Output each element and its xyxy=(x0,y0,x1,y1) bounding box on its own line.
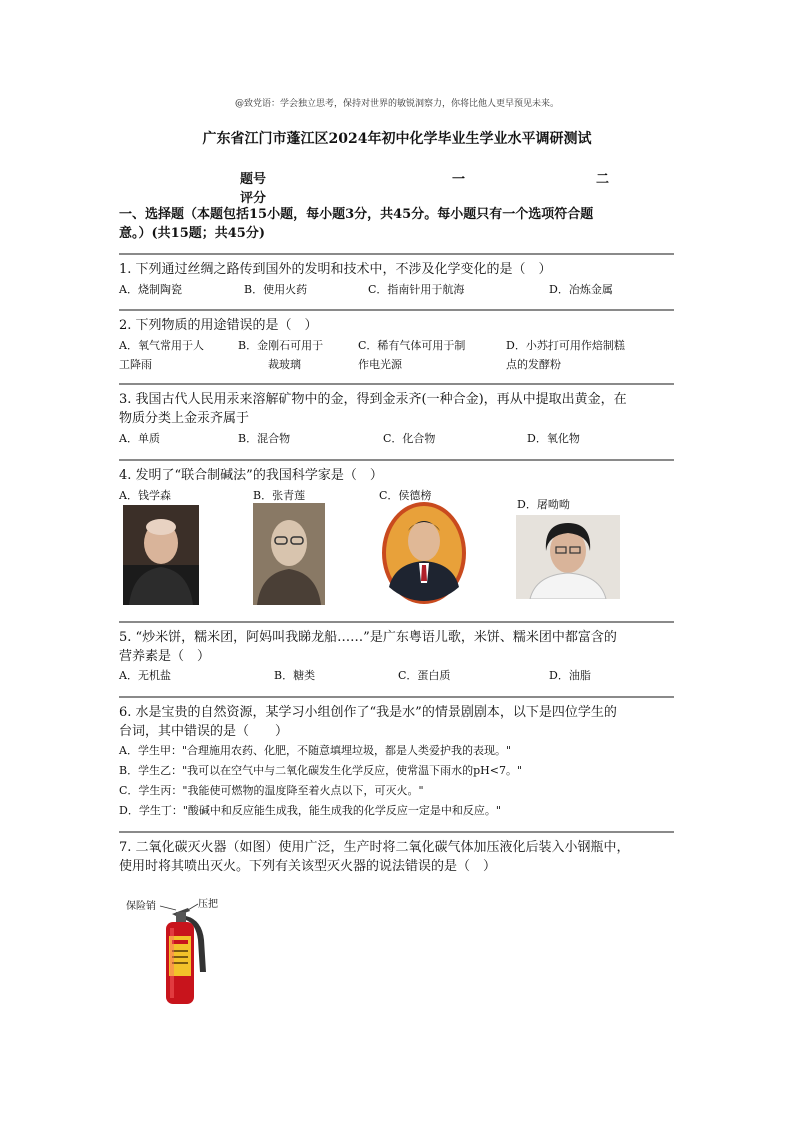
q4-option-b: B．张青莲 xyxy=(253,489,306,502)
score-table-col-1: 一 xyxy=(452,172,466,187)
divider xyxy=(119,309,674,311)
q5-stem xyxy=(119,628,679,666)
q2-option-d xyxy=(506,337,625,372)
q7-stem-line2: 使用时将其喷出灭火。下列有关该型灭火器的说法错误的是（ ） xyxy=(119,859,497,874)
q5-stem-line2: 营养素是（ ） xyxy=(119,649,211,664)
exam-title: 广东省江门市蓬江区2024年初中化学毕业生学业水平调研测试 xyxy=(202,131,592,147)
q4-option-c: C．侯德榜 xyxy=(379,489,432,502)
q5-option-a: A．无机盐 xyxy=(119,669,171,682)
q3-option-a: A．单质 xyxy=(119,432,160,445)
q1-option-c: C．指南针用于航海 xyxy=(368,283,465,296)
extinguisher-icon xyxy=(150,900,220,1010)
divider xyxy=(119,253,674,255)
q3-option-d: D．氧化物 xyxy=(527,432,580,445)
q2-option-c-line1: C．稀有气体可用于制 xyxy=(358,339,466,352)
q2-option-c xyxy=(358,337,465,372)
q2-option-d-line1: D．小苏打可用作焙制糕 xyxy=(506,339,625,352)
q6-stem xyxy=(119,703,679,741)
q6-stem-line1: 6. 水是宝贵的自然资源，某学习小组创作了“我是水”的情景剧剧本，以下是四位学生的 xyxy=(119,705,617,720)
section-heading-line2: 意。）(共15题；共45分) xyxy=(119,226,265,241)
score-table-col-header: 题号 xyxy=(240,172,267,187)
q2-option-a-line1: A．氧气常用于人 xyxy=(119,339,204,352)
portrait-photo-b xyxy=(253,503,325,605)
q2-option-b xyxy=(238,337,323,372)
q2-option-a xyxy=(119,337,204,372)
q4-option-a: A．钱学森 xyxy=(119,489,171,502)
q2-stem: 2. 下列物质的用途错误的是（ ） xyxy=(119,318,318,333)
extinguisher-handle-label: 压把 xyxy=(198,899,218,910)
portrait-photo-d xyxy=(516,515,620,599)
q2-option-b-line2: 裁玻璃 xyxy=(268,358,301,371)
q1-option-b: B．使用火药 xyxy=(244,283,308,296)
q3-option-c: C．化合物 xyxy=(383,432,436,445)
divider xyxy=(119,383,674,385)
q4-option-d: D．屠呦呦 xyxy=(517,498,570,511)
portrait-photo-a xyxy=(123,505,199,605)
q2-option-a-line2: 工降雨 xyxy=(119,358,152,371)
q2-option-b-line1: B．金刚石可用于 xyxy=(238,339,324,352)
q3-option-b: B．混合物 xyxy=(238,432,291,445)
q5-option-b: B．糖类 xyxy=(274,669,316,682)
portrait-photo-c xyxy=(381,501,467,605)
q7-stem-line1: 7. 二氧化碳灭火器（如图）使用广泛，生产时将二氧化碳气体加压液化后装入小钢瓶中， xyxy=(119,840,630,855)
q7-stem xyxy=(119,838,679,876)
q2-option-c-line2: 作电光源 xyxy=(358,358,402,371)
q6-option-a: A．学生甲："合理施用农药、化肥，不随意填埋垃圾，都是人类爱护我的表现。" xyxy=(119,744,512,757)
q1-option-d: D．冶炼金属 xyxy=(549,283,613,296)
q3-stem-line1: 3. 我国古代人民用汞来溶解矿物中的金，得到金汞齐(一种合金)，再从中提取出黄金，在 xyxy=(119,392,627,407)
q5-stem-line1: 5. “炒米饼，糯米团，阿妈叫我睇龙船……”是广东粤语儿歌，米饼、糯米团中都富含的 xyxy=(119,630,617,645)
q6-option-b: B．学生乙："我可以在空气中与二氧化碳发生化学反应，使常温下雨水的pH<7。" xyxy=(119,764,523,777)
q6-option-d: D．学生丁："酸碱中和反应能生成我，能生成我的化学反应一定是中和反应。" xyxy=(119,804,501,817)
q3-stem-line2: 物质分类上金汞齐属于 xyxy=(119,411,250,426)
q6-option-c: C．学生丙："我能使可燃物的温度降至着火点以下，可灭火。" xyxy=(119,784,424,797)
score-table-col-2: 二 xyxy=(596,172,610,187)
extinguisher-pin-label: 保险销 xyxy=(126,901,156,912)
q1-option-a: A．烧制陶瓷 xyxy=(119,283,182,296)
q4-stem: 4. 发明了“联合制碱法”的我国科学家是（ ） xyxy=(119,468,383,483)
divider xyxy=(119,696,674,698)
section-heading-line1: 一、选择题（本题包括15小题，每小题3分，共45分。每小题只有一个选项符合题 xyxy=(119,207,594,222)
score-table-row-header: 评分 xyxy=(240,191,267,206)
section-heading xyxy=(119,205,679,243)
q2-option-d-line2: 点的发酵粉 xyxy=(506,358,561,371)
q5-option-d: D．油脂 xyxy=(549,669,591,682)
q5-option-c: C．蛋白质 xyxy=(398,669,451,682)
q3-stem xyxy=(119,390,679,428)
divider xyxy=(119,621,674,623)
divider xyxy=(119,831,674,833)
divider xyxy=(119,459,674,461)
q1-stem: 1. 下列通过丝绸之路传到国外的发明和技术中，不涉及化学变化的是（ ） xyxy=(119,262,552,277)
q6-stem-line2: 台词，其中错误的是（ ） xyxy=(119,724,289,739)
header-motto: @致党语：学会独立思考，保持对世界的敏锐洞察力，你将比他人更早预见未来。 xyxy=(234,99,559,109)
